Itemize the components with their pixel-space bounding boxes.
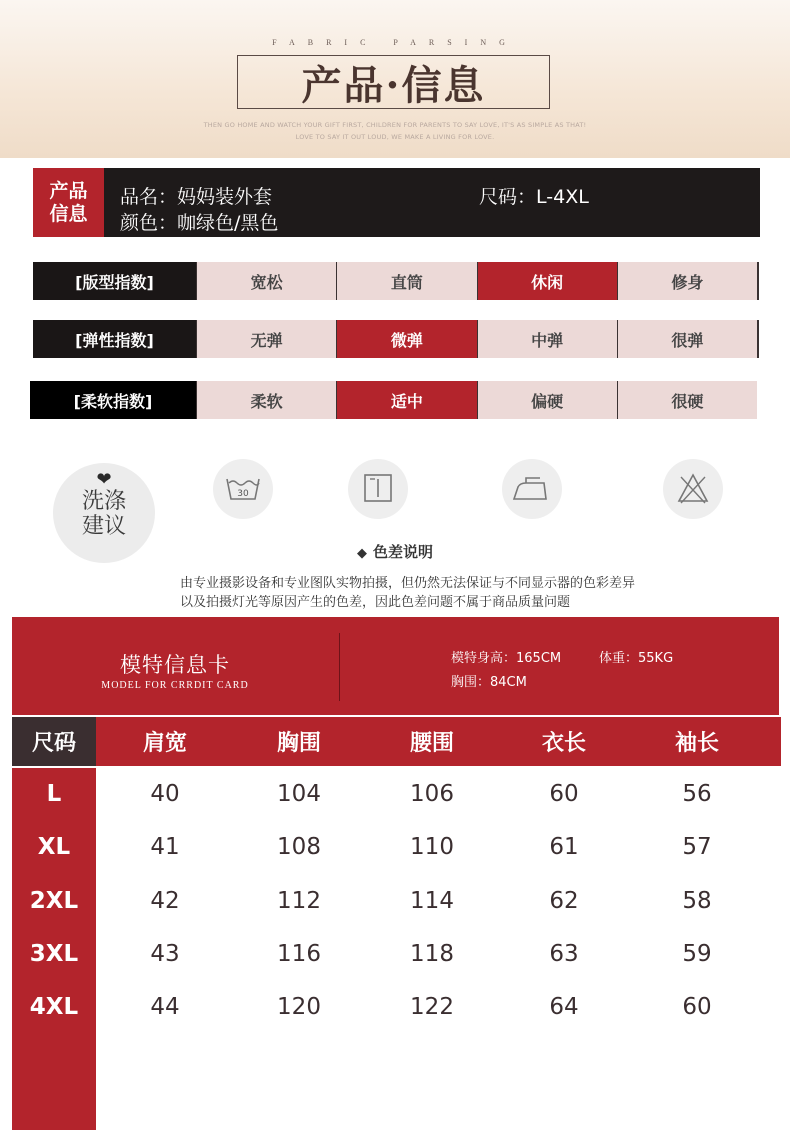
table-cell: 108: [277, 833, 321, 860]
softness-index-row: [30, 381, 757, 419]
model-info-card: [12, 617, 779, 715]
elasticity-option: 很弹: [617, 320, 757, 358]
wash-30-icon: [213, 459, 273, 519]
color-diff-text-1: 由专业摄影设备和专业图队实物拍摄，但仍然无法保证与不同显示器的色彩差异: [180, 576, 636, 591]
table-cell: 104: [277, 780, 321, 807]
table-cell: 56: [682, 780, 712, 807]
table-cell: 116: [277, 940, 321, 967]
softness-option: 柔软: [196, 381, 336, 419]
product-color: 颜色：咖绿色/黑色: [120, 212, 279, 234]
table-cell: 106: [410, 780, 454, 807]
table-cell: 112: [277, 887, 321, 914]
size-label: 4XL: [29, 993, 79, 1020]
model-height: 模特身高：165CM: [451, 651, 562, 666]
color-diff-text-2: 以及拍摄灯光等原因产生的色差，因此色差问题不属于商品质量问题: [180, 595, 571, 610]
table-cell: 44: [150, 993, 180, 1020]
table-row: [12, 820, 781, 873]
color-diff-title: [0, 541, 790, 562]
elasticity-option: 中弹: [477, 320, 617, 358]
fit-option-selected: 休闲: [477, 262, 617, 300]
size-label: XL: [37, 833, 71, 860]
iron-icon: [502, 459, 562, 519]
size-header-chest: 胸围: [276, 731, 321, 756]
elasticity-option-selected: 微弹: [336, 320, 476, 358]
product-info-tag: [33, 168, 104, 237]
heart-icon: ❤: [96, 469, 112, 490]
softness-option: 很硬: [617, 381, 757, 419]
fit-index-label: [版型指数]: [33, 262, 196, 300]
table-cell: 42: [150, 887, 180, 914]
size-label: 2XL: [29, 887, 79, 914]
model-card-title: 模特信息卡: [120, 653, 230, 677]
size-header-size: 尺码: [12, 717, 96, 766]
table-cell: 63: [549, 940, 579, 967]
table-row: [12, 980, 781, 1033]
table-cell: 40: [150, 780, 180, 807]
table-cell: 64: [549, 993, 579, 1020]
no-bleach-icon: [663, 459, 723, 519]
softness-option-selected: 适中: [336, 381, 476, 419]
table-row: [12, 767, 781, 820]
size-header-shoulder: 肩宽: [142, 731, 187, 756]
table-cell: 118: [410, 940, 454, 967]
model-card-subtitle: MODEL FOR CRRDIT CARD: [101, 680, 249, 691]
hero-header: [0, 0, 790, 158]
hero-subtext-1: THEN GO HOME AND WATCH YOUR GIFT FIRST, CHILDREN FOR PARENTS TO SAY LOVE, IT'S AS SIMPLE AS THAT!: [203, 121, 587, 129]
product-name: 品名：妈妈装外套: [120, 186, 273, 208]
page-title: 产品·信息: [301, 61, 486, 109]
fit-option: 直筒: [336, 262, 476, 300]
table-cell: 114: [410, 887, 454, 914]
elasticity-index-label: [弹性指数]: [33, 320, 196, 358]
size-label: 3XL: [29, 940, 79, 967]
color-diff-title-text: 色差说明: [372, 543, 433, 561]
table-row: [12, 874, 781, 927]
product-info-bar: [33, 168, 760, 237]
size-header-waist: 腰围: [409, 731, 454, 756]
table-cell: 110: [410, 833, 454, 860]
table-cell: 59: [682, 940, 712, 967]
size-header-length: 衣长: [541, 731, 586, 756]
table-cell: 41: [150, 833, 180, 860]
table-cell: 57: [682, 833, 712, 860]
elasticity-option: 无弹: [196, 320, 336, 358]
hero-title-box: [237, 55, 550, 109]
tag-line-1: 产品: [49, 180, 88, 202]
softness-index-label: [柔软指数]: [30, 381, 196, 419]
model-weight: 体重：55KG: [599, 651, 674, 666]
fit-option: 修身: [617, 262, 757, 300]
size-table-header: [12, 717, 781, 766]
table-cell: 60: [682, 993, 712, 1020]
model-card-divider: [339, 633, 340, 701]
hero-subtext-2: LOVE TO SAY IT OUT LOUD, WE MAKE A LIVING FOR LOVE.: [295, 133, 495, 141]
softness-option: 偏硬: [477, 381, 617, 419]
table-cell: 62: [549, 887, 579, 914]
wash-advice-line-2: 建议: [81, 514, 126, 539]
fit-index-row: [33, 262, 759, 300]
model-chest: 胸围：84CM: [451, 675, 527, 690]
wash-temp-label: 30: [237, 489, 249, 499]
table-cell: 43: [150, 940, 180, 967]
table-cell: 61: [549, 833, 579, 860]
product-size: 尺码：L-4XL: [479, 186, 589, 208]
elasticity-index-row: [33, 320, 759, 358]
table-cell: 122: [410, 993, 454, 1020]
size-label: L: [46, 780, 62, 807]
table-cell: 58: [682, 887, 712, 914]
table-cell: 120: [277, 993, 321, 1020]
size-header-sleeve: 袖长: [674, 731, 719, 756]
table-row: [12, 927, 781, 980]
wash-advice-line-1: 洗涤: [81, 489, 126, 514]
fit-option: 宽松: [196, 262, 336, 300]
table-cell: 60: [549, 780, 579, 807]
hero-eyebrow: FABRIC PARSING: [272, 38, 518, 47]
tag-line-2: 信息: [49, 203, 88, 225]
tumble-dry-icon: [348, 459, 408, 519]
diamond-icon: ◆: [356, 546, 367, 561]
